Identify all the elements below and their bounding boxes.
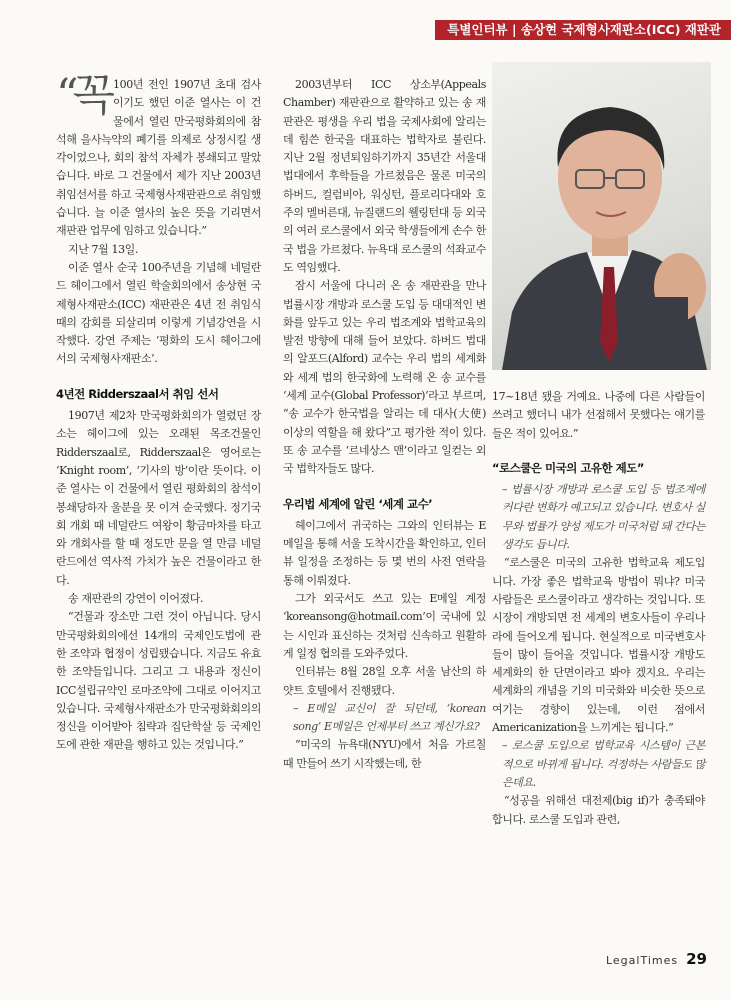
article-subheading: “로스쿨은 미국의 고유한 제도”	[492, 460, 644, 475]
drop-cap: “꼭	[56, 70, 109, 121]
article-paragraph: “미국의 뉴욕대(NYU)에서 처음 가르칠 때 만들어 쓰기 시작했는데, 한	[283, 738, 486, 770]
interview-question: – 로스쿨 도입으로 법학교육 시스템이 근본적으로 바뀌게 됩니다. 걱정하는 사람들도 많은데요.	[502, 739, 705, 789]
article-paragraph: 이준 열사 순국 100주년을 기념해 네덜란드 헤이그에서 열린 학술회의에서 송상현 국제형사재판소(ICC) 재판관은 4년 전 취임식 때의 감회를 되살리며 이렇게 기념강연을 시작했다. 강연 주제는 ‘평화의 도시 헤이그에서의 국제형사재판소’.	[56, 260, 261, 366]
article-column-1	[56, 70, 261, 755]
portrait-illustration	[492, 62, 711, 370]
article-paragraph: 헤이그에서 귀국하는 그와의 인터뷰는 E메일을 통해 서울 도착시간을 확인하고, 인터뷰 일정을 조정하는 등 몇 번의 사전 연락을 통해 이뤄졌다.	[283, 518, 486, 587]
article-paragraph: “성공을 위해선 대전제(big if)가 충족돼야 합니다. 로스쿨 도입과 관련,	[492, 794, 705, 826]
article-paragraph: 지난 7월 13일.	[68, 242, 138, 256]
article-paragraph: 인터뷰는 8월 28일 오후 서울 남산의 하얏트 호텔에서 진행됐다.	[283, 665, 486, 697]
page-number: 29	[686, 950, 707, 968]
article-column-2	[283, 76, 486, 773]
article-subheading: 우리법 세계에 알린 ‘세계 교수’	[283, 496, 433, 511]
article-paragraph: “로스쿨은 미국의 고유한 법학교육 제도입니다. 가장 좋은 법학교육 방법이 뭐냐? 미국 사람들은 로스쿨이라고 생각하는 것입니다. 또 시장이 개방되면 전 세계의 변호사들이 우리나라에 들어오게 됩니다. 현실적으로 미국변호사들이 많이 들어올 것입니다. 법률시장 개방도 세계화의 한 단면이라고 봐야 겠지요. 우리는 세계화의 개념을 기의 미국화와 비슷한 뜻으로 여기는 경향이 있는데, 이런 점에서 Americanization을 느끼게는 됩니다.”	[492, 556, 705, 735]
article-paragraph: 잠시 서울에 다니러 온 송 재판관을 만나 법률시장 개방과 로스쿨 도입 등 대대적인 변화를 앞두고 있는 우리 법조계와 법학교육의 발전 방향에 대해 들어 보았다. 하버드 법대의 알포드(Alford) 교수는 우리 법의 세계화와 세계 법의 한국화에 노력해 온 송 교수를 ‘세계 교수(Global Professor)’라고 부르며, “송 교수가 한국법을 알리는 데 대사(大使) 이상의 역할을 해 왔다”고 평가한 적이 있다. 또 송 교수를 ‘르네상스 맨’이라고 일컫는 외국 법학자들도 많다.	[283, 279, 486, 476]
article-paragraph: “건물과 장소만 그런 것이 아닙니다. 당시 만국평화회의에선 14개의 국제인도법에 관한 조약과 협정이 성립됐습니다. 지금도 유효한 조약들입니다. 그리고 그 내용과 정신이 ICC설립규약인 로마조약에 그대로 이어지고 있습니다. 국제형사재판소가 만국평화회의의 정신을 이어받아 침략과 집단학살 등 국제인도에 관한 재판을 행하고 있는 것입니다.”	[56, 610, 261, 752]
section-header	[435, 20, 731, 40]
page-footer	[606, 950, 707, 968]
article-paragraph: 2003년부터 ICC 상소부(Appeals Chamber) 재판관으로 활약하고 있는 송 재판관은 평생을 우리 법을 국제사회에 알리는 데 힘쓴 한국을 대표하는 법학자로 불린다. 지난 2월 정년퇴임하기까지 35년간 서울대 법대에서 후학들을 가르쳤음은 물론 미국의 하버드, 컬럼비아, 워싱턴, 플로리다대와 호주의 멜버른대, 뉴질랜드의 웰링턴대 등 외국의 여러 로스쿨에서 외국 학생들에게 손수 한국 법을 가르쳤다. 뉴욕대 로스쿨의 석좌교수도 역임했다.	[283, 78, 486, 274]
article-subheading: 4년전 Ridderszaal서 취임 선서	[56, 386, 219, 401]
portrait-photo	[492, 62, 711, 370]
article-column-3	[492, 388, 705, 829]
article-paragraph: “꼭 100년 전인 1907년 초대 검사이기도 했던 이준 열사는 이 건물에서 열린 만국평화회의에 참석해 을사늑약의 폐기를 의제로 상정시킬 생각이었으나, 회의 참석 자체가 봉쇄되고 말았습니다. 바로 그 건물에서 제가 지난 2003년 취임선서를 하고 국제형사재판관으로 취임했습니다. 늘 이준 열사의 높은 뜻을 기리면서 재판관 업무에 임하고 있습니다.”	[56, 70, 261, 238]
section-header-label: 특별인터뷰 | 송상현 국제형사재판소(ICC) 재판관	[435, 20, 731, 40]
article-paragraph: 그가 외국서도 쓰고 있는 E메일 계정 ‘koreansong@hotmail.com’이 국내에 있는 시인과 표신하는 것처럼 신속하고 원활하게 일정 협의를 도와주었다.	[283, 592, 486, 660]
interview-question: – E메일 교신이 잘 되던데, ‘korean song’ E메일은 언제부터 쓰고 계신가요?	[293, 701, 486, 734]
interview-question: – 법률시장 개방과 로스쿨 도입 등 법조계에 커다란 변화가 예고되고 있습니다. 변호사 실무와 법률가 양성 제도가 미국처럼 돼 간다는 생각도 듭니다.	[502, 483, 705, 552]
publication-name: LegalTimes	[605, 954, 679, 967]
article-paragraph: 17~18년 됐을 거예요. 나중에 다른 사람들이 쓰려고 했더니 내가 선점해서 못했다는 얘기를 들은 적이 있어요.”	[492, 390, 705, 440]
article-paragraph: 1907년 제2차 만국평화회의가 열렸던 장소는 헤이그에 있는 오래된 목조건물인 Ridderszaal로, Ridderszaal은 영어로는 ‘Knight room’, ‘기사의 방’이란 뜻이다. 이준 열사는 이 건물에서 열린 평화회의 참석이 봉쇄당하자 울분을 못 이겨 순국했다. 정기국회 개회 때 네덜란드 여왕이 황금마차를 타고 와 개회사를 할 때 정도만 문을 열 만큼 네덜란드에선 역사적 가치가 높은 건물이라고 한다.	[56, 409, 261, 587]
article-paragraph: 송 재판관의 강연이 이어졌다.	[68, 592, 204, 606]
